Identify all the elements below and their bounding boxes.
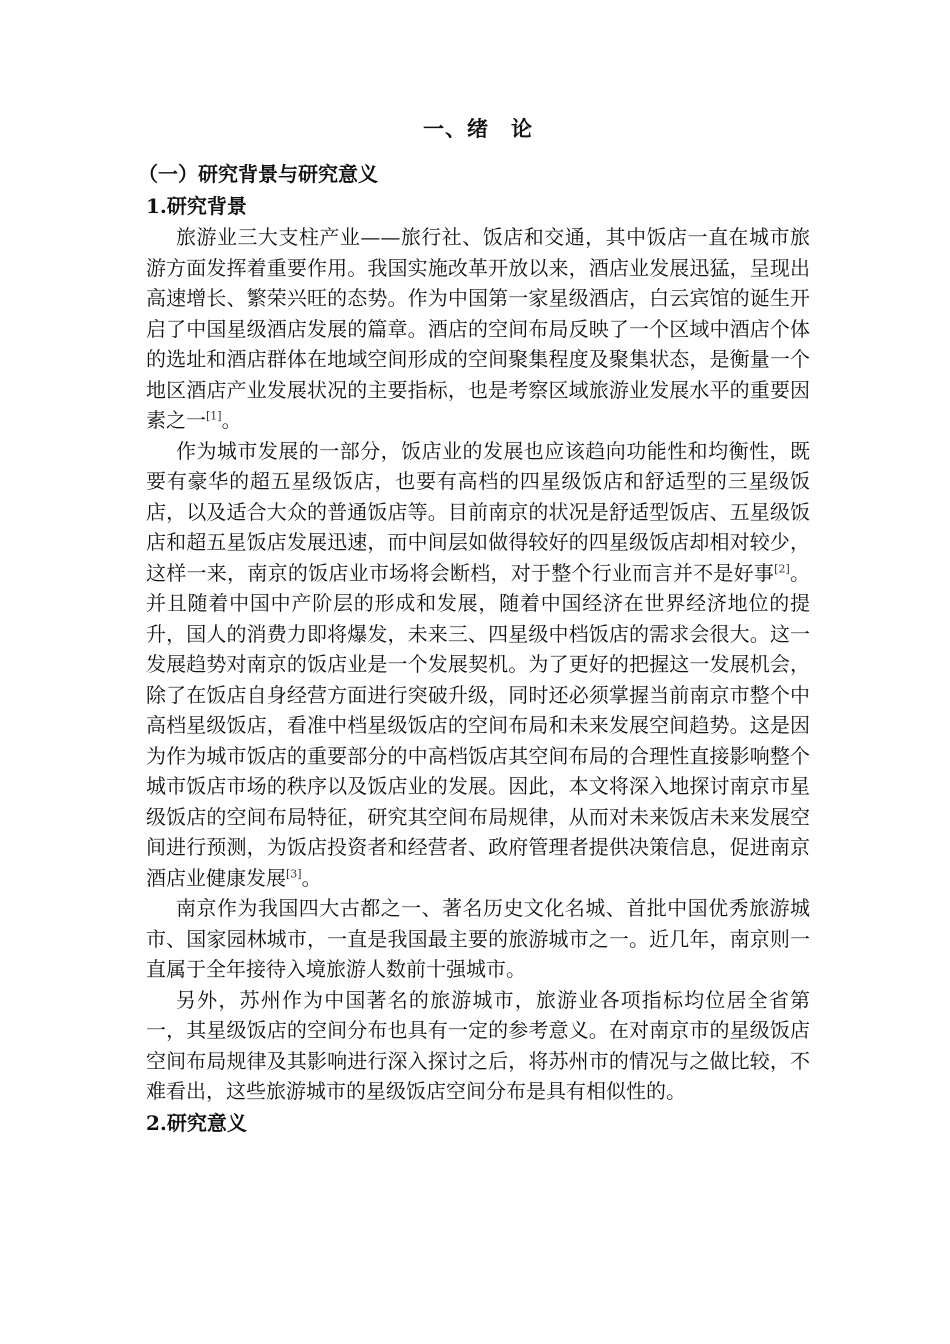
paragraph-1-end: 。 — [221, 408, 242, 432]
chapter-title-number: 一、绪 — [423, 116, 489, 141]
section-title-background-significance: （一）研究背景与研究意义 — [138, 162, 378, 186]
citation-3: [3] — [286, 866, 302, 880]
paragraph-2-text-a: 作为城市发展的一部分，饭店业的发展也应该趋向功能性和均衡性，既要有豪华的超五星级饭店，也要有高档的四星级饭店和舒适型的三星级饭店，以及适合大众的普通饭店等。目前南京的状况是舒适型饭店、五星级饭店和超五星饭店发展迅速，而中间层如做得较好的四星级饭店却相对较少，这样一来，南京的饭店业市场将会断档，对于整个行业而言并不是好事 — [146, 438, 810, 585]
paragraph-1 — [146, 222, 810, 436]
paragraph-4: 另外，苏州作为中国著名的旅游城市，旅游业各项指标均位居全省第一，其星级饭店的空间分布也具有一定的参考意义。在对南京市的星级饭店空间布局规律及其影响进行深入探讨之后，将苏州市的情况与之做比较，不难看出，这些旅游城市的星级饭店空间分布是具有相似性的。 — [146, 987, 810, 1103]
paragraph-1-text: 旅游业三大支柱产业——旅行社、饭店和交通，其中饭店一直在城市旅游方面发挥着重要作用。我国实施改革开放以来，酒店业发展迅猛，呈现出高速增长、繁荣兴旺的态势。作为中国第一家星级酒店，白云宾馆的诞生开启了中国星级酒店发展的篇章。酒店的空间布局反映了一个区域中酒店个体的选址和酒店群体在地域空间形成的空间聚集程度及聚集状态，是衡量一个地区酒店产业发展状况的主要指标，也是考察区域旅游业发展水平的重要因素之一 — [146, 225, 810, 432]
chapter-title — [146, 112, 810, 146]
chapter-title-text: 论 — [511, 116, 533, 141]
paragraph-2-text-b: 。并且随着中国中产阶层的形成和发展，随着中国经济在世界经济地位的提升，国人的消费力即将爆发，未来三、四星级中档饭店的需求会很大。这一发展趋势对南京的饭店业是一个发展契机。为了更好的把握这一发展机会，除了在饭店自身经营方面进行突破升级，同时还必须掌握当前南京市整个中高档星级饭店，看准中档星级饭店的空间布局和未来发展空间趋势。这是因为作为城市饭店的重要部分的中高档饭店其空间布局的合理性直接影响整个城市饭店市场的秩序以及饭店业的发展。因此，本文将深入地探讨南京市星级饭店的空间布局特征，研究其空间布局规律，从而对未来饭店未来发展空间进行预测，为饭店投资者和经营者、政府管理者提供决策信息，促进南京酒店业健康发展 — [146, 560, 811, 890]
paragraph-2-end: 。 — [301, 865, 322, 890]
paragraph-3: 南京作为我国四大古都之一、著名历史文化名城、首批中国优秀旅游城市、国家园林城市，一直是我国最主要的旅游城市之一。近几年，南京则一直属于全年接待入境旅游人数前十强城市。 — [146, 896, 810, 981]
citation-1: [1] — [206, 409, 222, 423]
subsection-title-background: 1.研究背景 — [146, 194, 247, 218]
citation-2: [2] — [774, 561, 790, 575]
subsection-title-significance: 2.研究意义 — [146, 1110, 247, 1135]
document-page — [138, 112, 811, 1139]
paragraph-2 — [146, 436, 810, 894]
